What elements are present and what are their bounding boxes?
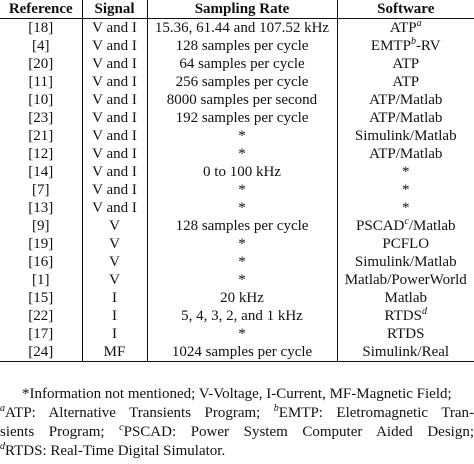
software-name: ATP [392,74,420,90]
footnote-atp: ATP: Alternative Transients Program; [5,405,274,421]
software-name-suffix: -RV [415,38,441,54]
cell-software [337,55,474,73]
software-name: ATP/Matlab [369,110,443,126]
cell-software [337,235,474,253]
table-body [0,19,474,362]
cell-signal: V [82,253,147,271]
cell-reference: [22] [0,307,82,325]
cell-reference: [20] [0,55,82,73]
cell-software [337,127,474,145]
cell-sampling-rate: * [147,235,337,253]
cell-reference: [14] [0,163,82,181]
cell-reference: [9] [0,217,82,235]
software-footnote-marker: c [404,217,409,227]
cell-signal: V [82,217,147,235]
cell-software [337,163,474,181]
cell-software [337,181,474,199]
cell-software [337,307,474,325]
cell-sampling-rate: 20 kHz [147,289,337,307]
cell-signal: I [82,325,147,343]
cell-sampling-rate: * [147,253,337,271]
footnote-marker-a: a [0,403,5,414]
cell-software [337,19,474,38]
cell-sampling-rate: * [147,181,337,199]
cell-software [337,91,474,109]
cell-signal: V and I [82,109,147,127]
software-name: Simulink/Real [362,344,450,360]
software-name: RTDS [387,326,425,342]
cell-signal: MF [82,343,147,362]
cell-sampling-rate: 256 samples per cycle [147,73,337,91]
cell-signal: V and I [82,73,147,91]
cell-sampling-rate: 64 samples per cycle [147,55,337,73]
footnote-marker-d: d [0,441,5,452]
cell-sampling-rate: 192 samples per cycle [147,109,337,127]
table-row [0,163,474,181]
table-row [0,343,474,362]
cell-reference: [11] [0,73,82,91]
software-name: EMTP [370,38,411,54]
cell-signal: I [82,289,147,307]
cell-signal: V [82,271,147,289]
cell-signal: V and I [82,91,147,109]
cell-software [337,37,474,55]
table-row [0,91,474,109]
cell-signal: V and I [82,199,147,217]
software-name: Matlab/PowerWorld [344,272,467,288]
cell-reference: [21] [0,127,82,145]
table-footnotes [0,385,474,461]
table-row [0,73,474,91]
footnote-missing-info: *Information not mentioned; V-Voltage, I-Current, MF-Magnetic Field; [22,386,452,402]
cell-software [337,271,474,289]
software-footnote-marker: d [421,307,427,317]
cell-software [337,217,474,235]
cell-sampling-rate: 1024 samples per cycle [147,343,337,362]
software-name: PCFLO [382,236,430,252]
cell-reference: [19] [0,235,82,253]
cell-sampling-rate: * [147,199,337,217]
software-footnote-marker: b [410,37,416,47]
cell-software [337,145,474,163]
header-sampling-rate: Sampling Rate [147,0,337,19]
cell-sampling-rate: * [147,271,337,289]
software-name: Simulink/Matlab [354,128,457,144]
cell-signal: I [82,307,147,325]
table-row [0,55,474,73]
software-name: * [402,164,410,180]
cell-signal: V [82,235,147,253]
cell-signal: V and I [82,19,147,38]
cell-signal: V and I [82,163,147,181]
table-row [0,19,474,38]
table-row [0,307,474,325]
table-row [0,325,474,343]
cell-reference: [13] [0,199,82,217]
cell-reference: [17] [0,325,82,343]
footnote-rtds: RTDS: Real-Time Digital Simulator. [5,443,226,459]
cell-reference: [12] [0,145,82,163]
cell-reference: [4] [0,37,82,55]
table-row [0,181,474,199]
software-name-suffix: /Matlab [408,218,456,234]
table-row [0,37,474,55]
cell-software [337,289,474,307]
cell-sampling-rate: 128 samples per cycle [147,217,337,235]
footnote-line-3 [0,423,474,442]
software-name: * [402,182,410,198]
table-row [0,109,474,127]
cell-sampling-rate: * [147,325,337,343]
footnote-emtp-cont: sients Program; [0,424,120,440]
footnote-line-1 [0,385,474,404]
footnote-line-4 [0,442,474,461]
software-name: ATP/Matlab [369,92,443,108]
footnote-marker-c: c [119,422,124,433]
software-name: * [402,200,410,216]
cell-software [337,325,474,343]
header-signal: Signal [82,0,147,19]
footnote-marker-b: b [273,403,279,414]
software-name: ATP/Matlab [369,146,443,162]
cell-reference: [23] [0,109,82,127]
software-name: PSCAD [356,218,405,234]
cell-reference: [24] [0,343,82,362]
cell-software [337,109,474,127]
header-reference: Reference [0,0,82,19]
cell-reference: [16] [0,253,82,271]
cell-signal: V and I [82,127,147,145]
cell-sampling-rate: * [147,127,337,145]
software-name: ATP [389,20,417,36]
cell-sampling-rate: * [147,145,337,163]
footnote-line-2 [0,404,474,423]
cell-signal: V and I [82,145,147,163]
cell-signal: V and I [82,55,147,73]
cell-sampling-rate: 15.36, 61.44 and 107.52 kHz [147,19,337,38]
cell-reference: [1] [0,271,82,289]
cell-software [337,343,474,362]
cell-reference: [10] [0,91,82,109]
cell-sampling-rate: 0 to 100 kHz [147,163,337,181]
cell-signal: V and I [82,181,147,199]
cell-reference: [15] [0,289,82,307]
table-row [0,217,474,235]
cell-signal: V and I [82,37,147,55]
software-name: Matlab [384,290,427,306]
cell-sampling-rate: 128 samples per cycle [147,37,337,55]
cell-sampling-rate: 8000 samples per second [147,91,337,109]
software-footnote-marker: a [416,18,422,29]
table-row [0,253,474,271]
table-row [0,271,474,289]
software-name: RTDS [384,308,422,324]
footnote-pscad: PSCAD: Power System Computer Aided Design; [123,424,474,440]
table-row [0,199,474,217]
cell-software [337,199,474,217]
footnote-emtp: EMTP: Eletromagnetic Tran- [278,405,474,421]
header-software: Software [337,0,474,19]
cell-sampling-rate: 5, 4, 3, 2, and 1 kHz [147,307,337,325]
table-row [0,289,474,307]
software-name: Simulink/Matlab [354,254,457,270]
cell-software [337,253,474,271]
table-row [0,235,474,253]
cell-software [337,73,474,91]
software-name: ATP [392,56,420,72]
table-header-row [0,0,474,19]
cell-reference: [7] [0,181,82,199]
table-row [0,145,474,163]
table-row [0,127,474,145]
cell-reference: [18] [0,19,82,38]
